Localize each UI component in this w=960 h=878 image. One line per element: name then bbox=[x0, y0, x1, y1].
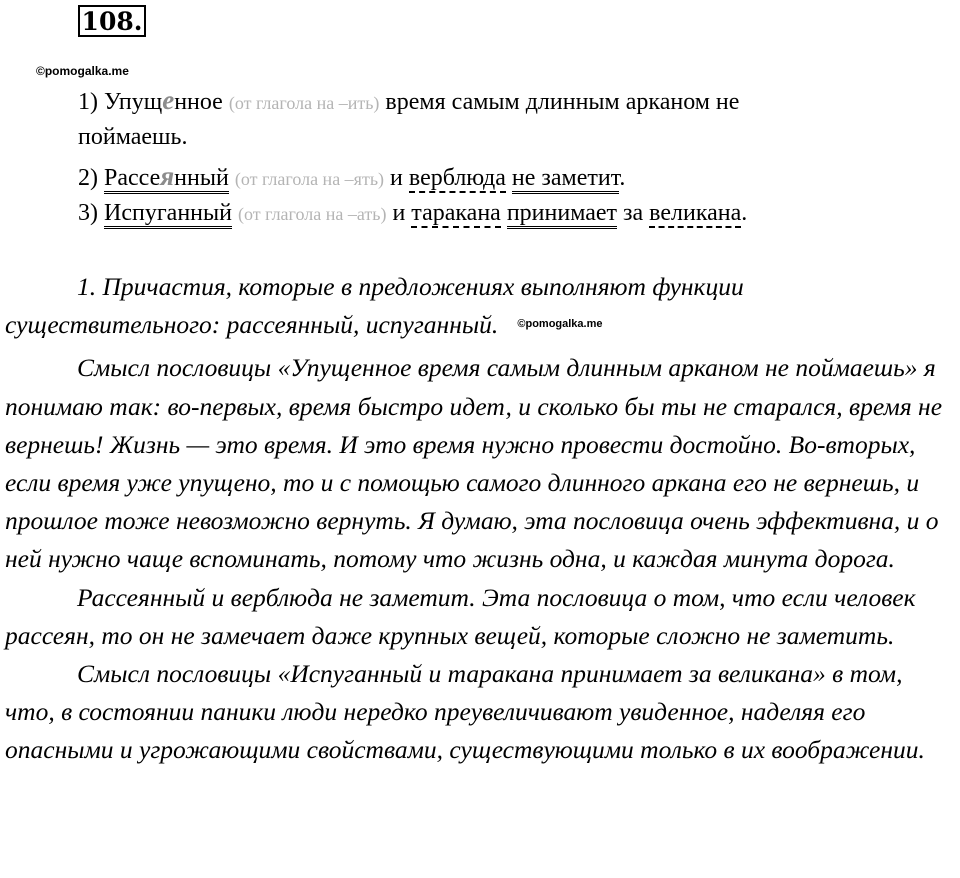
line-number: 3) bbox=[78, 200, 104, 226]
task-line-1 bbox=[78, 87, 739, 114]
watermark-inline: ©pomogalka.me bbox=[517, 318, 603, 331]
participle-word-start: Рассе bbox=[104, 165, 161, 191]
answer-paragraph-1 bbox=[5, 268, 945, 349]
task-line-1-continued: поймаешь. bbox=[78, 124, 188, 150]
sentence-end: . bbox=[619, 165, 626, 191]
task-line-2 bbox=[78, 163, 625, 190]
preposition: за bbox=[623, 200, 644, 226]
answer-paragraph-4: Смысл пословицы «Испуганный и таракана принимает за великана» в том, что, в состоянии паники люди нередко преувеличивают увиденное, наделяя его опасными и угрожающими свойствами, существующими только в их воображении. bbox=[5, 659, 925, 765]
exercise-number: 108. bbox=[78, 5, 146, 37]
grammar-hint: (от глагола на –ать) bbox=[237, 204, 387, 224]
object2-underlined: великана bbox=[649, 200, 742, 226]
conjunction: и bbox=[390, 165, 403, 191]
participle-word-start: Упущ bbox=[104, 89, 163, 115]
grammar-hint: (от глагола на –ять) bbox=[234, 169, 385, 189]
predicate-underlined: принимает bbox=[507, 200, 617, 229]
line-number: 1) bbox=[78, 89, 104, 115]
answer-paragraph-3: Рассеянный и верблюда не заметит. Эта пословица о том, что если человек рассеян, то он не замечает даже крупных вещей, которые сложно не заметить. bbox=[5, 582, 916, 650]
answer-paragraph-2: Смысл пословицы «Упущенное время самым длинным арканом не поймаешь» я понимаю так: во-первых, время быстро идет, и сколько бы ты не старался, время не вернешь! Жизнь — это время. И это время нужно провести достойно. Во-вторых, если время уже упущено, то и с помощью самого длинного аркана его не вернешь, и прошлое тоже невозможно вернуть. Я думаю, эта пословица очень эффективна, и о ней нужно чаще вспоминать, потому что жизнь одна, и каждая минута дорога. bbox=[5, 353, 943, 574]
subject-underlined bbox=[104, 161, 229, 194]
subject-underlined: Испуганный bbox=[104, 200, 232, 229]
sentence-end: . bbox=[741, 200, 748, 226]
answer-paragraph-1-text: 1. Причастия, которые в предложениях выполняют функции существительного: рассеянный, испуганный. bbox=[5, 272, 744, 340]
grammar-hint: (от глагола на –ить) bbox=[228, 93, 380, 113]
conjunction: и bbox=[392, 200, 406, 226]
sentence-rest: время самым длинным арканом не bbox=[385, 89, 740, 115]
watermark-top: ©pomogalka.me bbox=[36, 64, 129, 78]
task-line-3 bbox=[78, 201, 747, 225]
participle-word-end: нный bbox=[174, 165, 229, 191]
predicate-underlined: не заметит bbox=[512, 165, 619, 194]
participle-word-end: нное bbox=[174, 89, 223, 115]
answer-text bbox=[5, 268, 945, 770]
object-underlined: таракана bbox=[411, 200, 501, 226]
inserted-letter: е bbox=[162, 85, 175, 115]
object-underlined: верблюда bbox=[408, 165, 506, 191]
line-number: 2) bbox=[78, 165, 104, 191]
inserted-letter: я bbox=[160, 161, 175, 191]
